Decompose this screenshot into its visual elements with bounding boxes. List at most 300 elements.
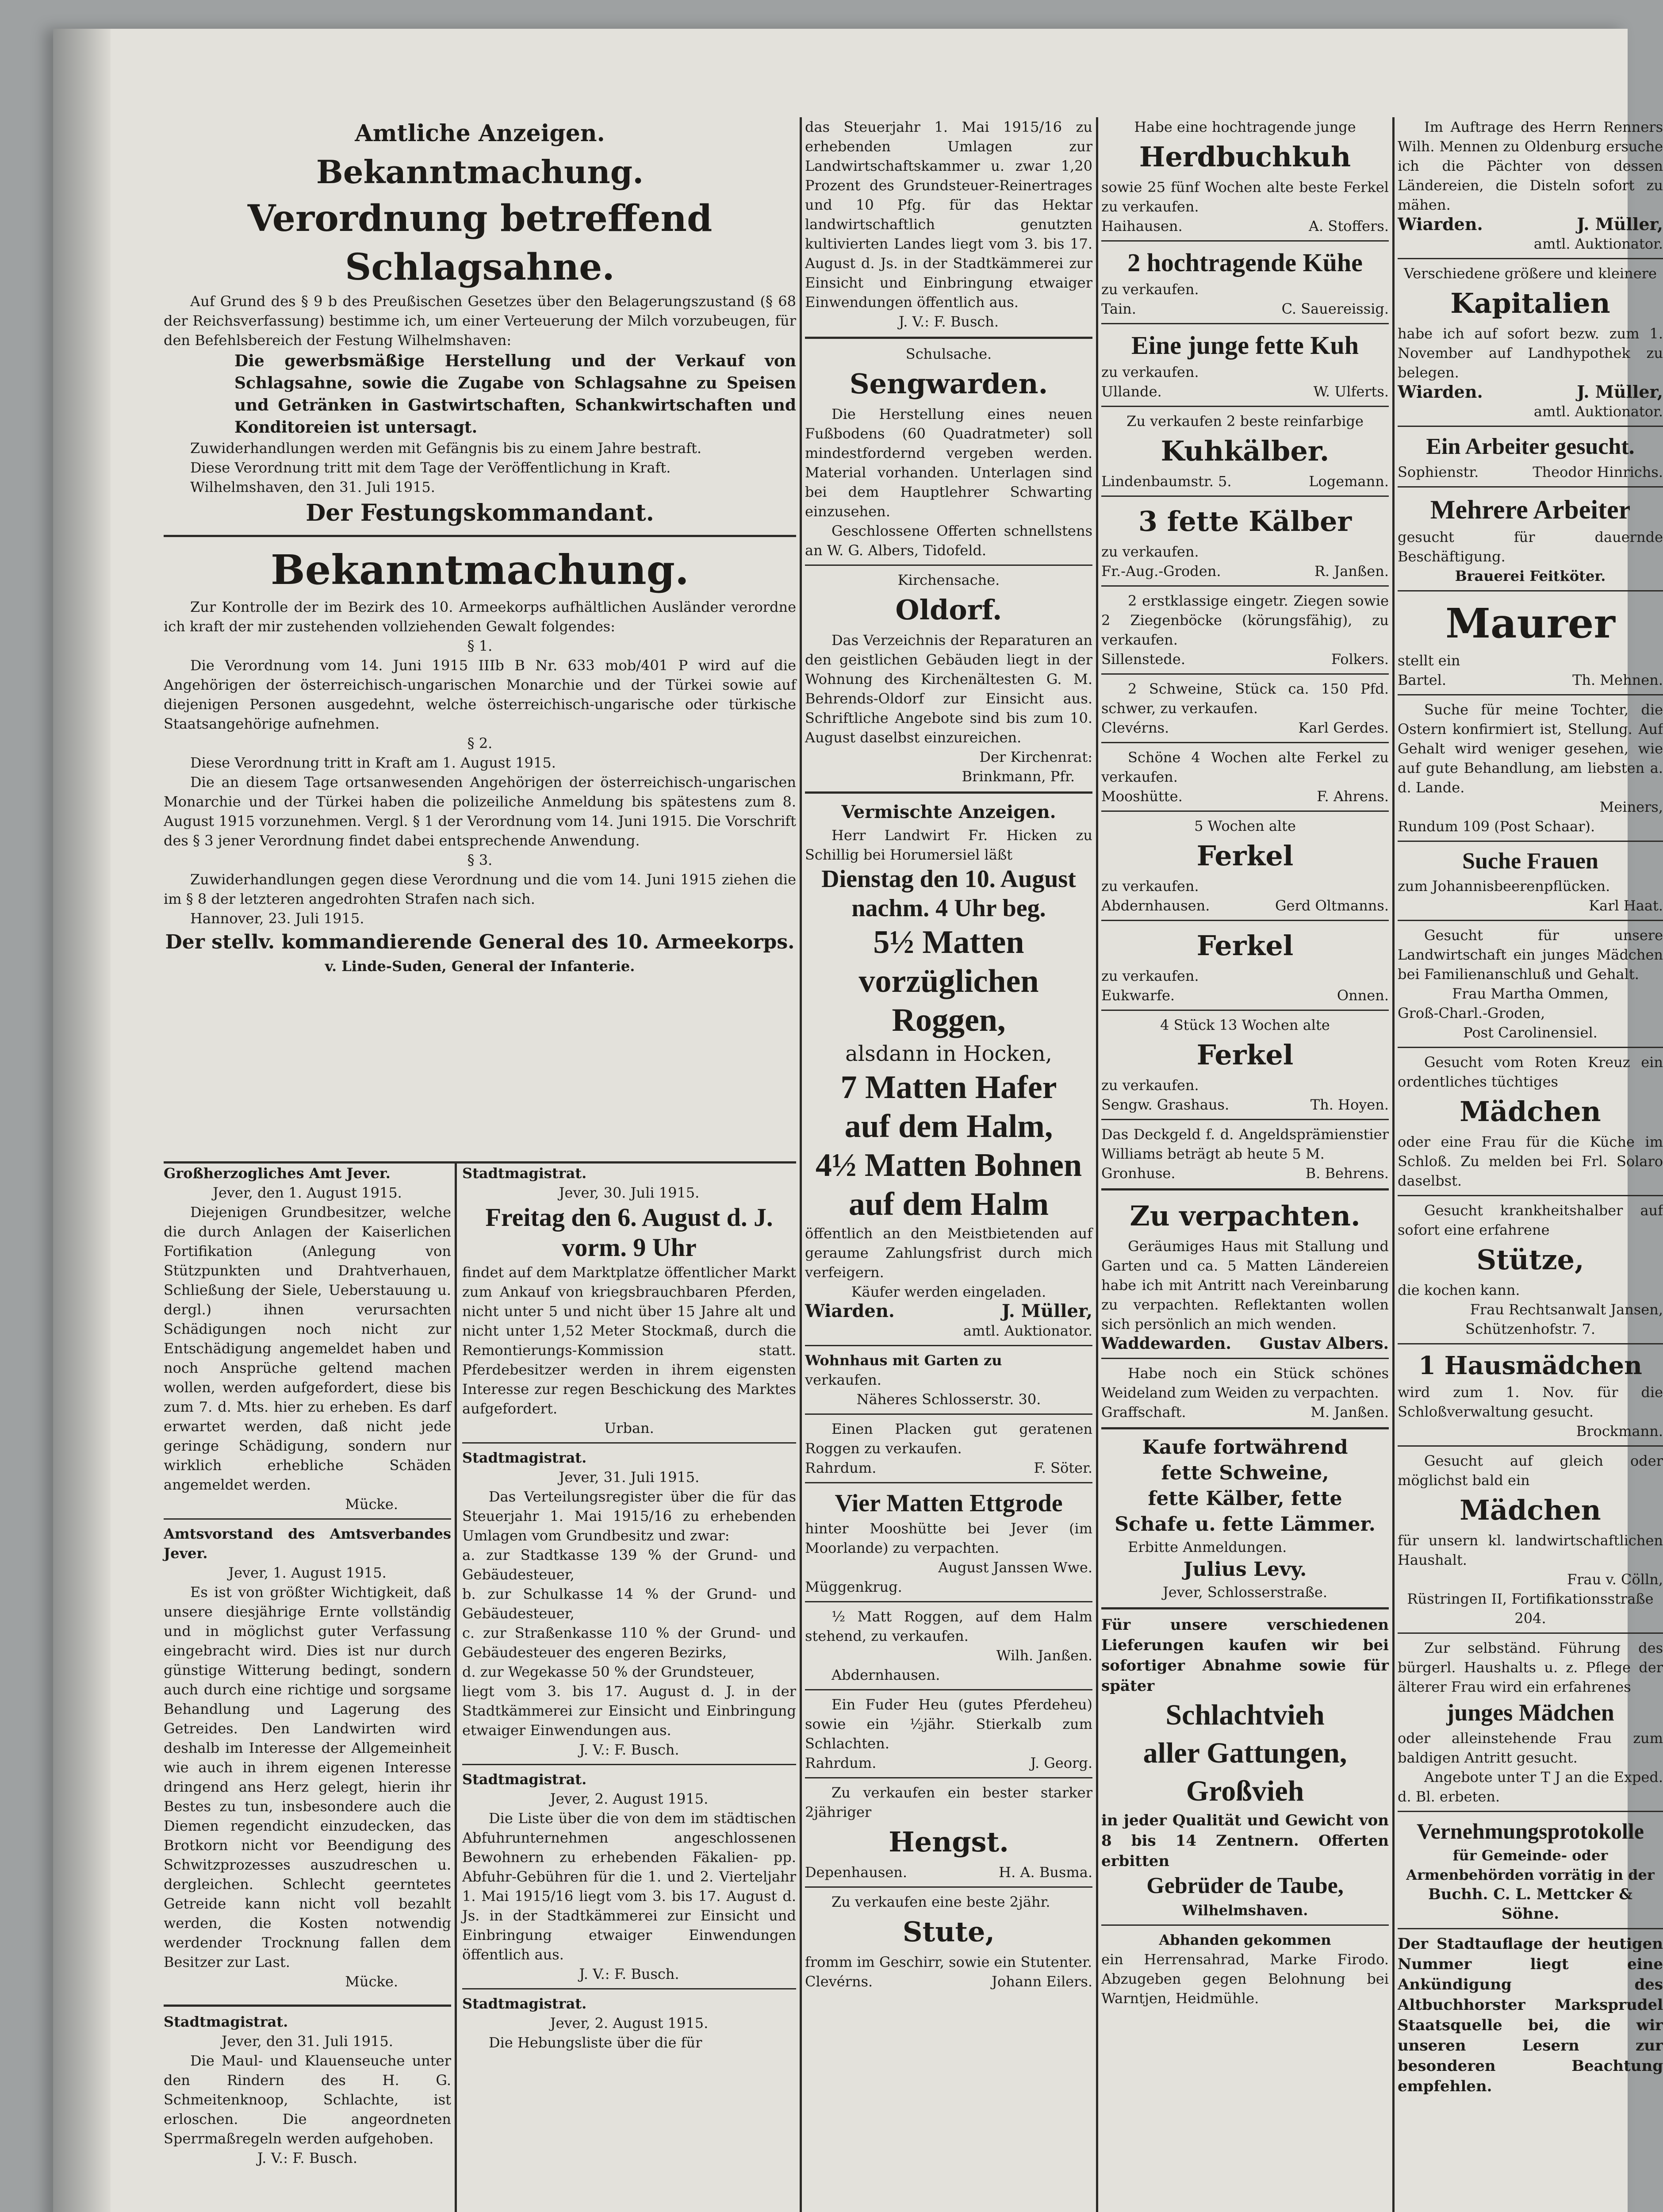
ad-signature — [1398, 382, 1663, 402]
notice-text: Die Herstellung eines neuen Fußbodens (60 Quadratmeter) soll mindestfordernd vergeben werden. Material vorhanden. Unterlagen sind bei dem Hauptlehrer Schwarting einzusehen. — [805, 406, 1092, 520]
newspaper-page — [53, 29, 1663, 2212]
ad-text: Erbitte Anmeldungen. — [1128, 1539, 1287, 1555]
notice-label: Kirchensache. — [897, 572, 1000, 588]
ad-name: B. Behrens. — [1305, 1165, 1389, 1182]
rule — [805, 791, 1092, 794]
ad-title: Ein Arbeiter gesucht. — [1426, 434, 1635, 459]
rule — [805, 1689, 1092, 1690]
rule — [1398, 694, 1663, 695]
rule — [462, 1442, 796, 1444]
ad-name: J. Müller, — [1577, 214, 1663, 234]
rule — [805, 1482, 1092, 1483]
notice-title: Bekanntmachung. — [271, 546, 689, 594]
ad-title: 1 Hausmädchen — [1418, 1351, 1642, 1380]
ad-text: Gesucht für unsere Landwirtschaft ein junges Mädchen bei Familienanschluß und Gehalt. — [1398, 927, 1663, 983]
notice-text: findet auf dem Marktplatze öffentlicher Markt zum Ankauf von kriegsbrauchbaren Pferden, nicht unter 5 und nicht über 15 Jahre alt und nicht unter 1,52 Meter Stockmaß, durch die Remontierungs-Kommission statt. Pferdebesitzer werden in ihrem eigensten Interesse zur regen Beschickung des Marktes aufgefordert. — [462, 1264, 796, 1417]
ad-name: Karl Gerdes. — [1298, 719, 1389, 736]
ad-text: zu verkaufen. — [1101, 878, 1199, 895]
ad-name: Th. Mehnen. — [1572, 672, 1663, 688]
ad-title: Mädchen — [1460, 1095, 1601, 1128]
ad-title: Suche Frauen — [1462, 849, 1598, 874]
ad-signature — [805, 1972, 1092, 1991]
rule — [1101, 742, 1389, 743]
paragraph-mark: § 3. — [467, 852, 493, 868]
ad-title: Mehrere Arbeiter — [1430, 495, 1631, 524]
ad-signature — [1101, 561, 1389, 581]
notice-text: Das Verzeichnis der Reparaturen an den geistlichen Gebäuden liegt in der Wohnung des Kirchenältesten G. M. Behrends-Oldorf zur Einsicht aus. Schriftliche Angebote sind bis zum 10. August daselbst einzureichen. — [805, 632, 1092, 746]
ad-text: zu verkaufen. — [1101, 1077, 1199, 1094]
ad-text: Käufer werden eingeladen. — [851, 1283, 1046, 1300]
ad-place: Depenhausen. — [805, 1864, 908, 1881]
ad-text: Ein Fuder Heu (gutes Pferdeheu) sowie ein ½jähr. Stierkalb zum Schlachten. — [805, 1696, 1092, 1752]
ad-signature: Brauerei Feitköter. — [1455, 568, 1606, 584]
ad-text: sowie 25 fünf Wochen alte beste Ferkel zu verkaufen. — [1101, 179, 1389, 215]
ad-text: die kochen kann. — [1398, 1282, 1520, 1298]
rule — [164, 1518, 451, 1520]
notice-text: Zuwiderhandlungen gegen diese Verordnung und die vom 14. Juni 1915 ziehen die im § 8 der letzteren angedrohten Strafen nach sich. — [164, 871, 796, 907]
ad-text: gesucht für dauernde Beschäftigung. — [1398, 529, 1663, 565]
ad-name: J. Müller, — [1002, 1301, 1092, 1321]
notice-signature: J. V.: F. Busch. — [898, 313, 999, 330]
notice-title: Sengwarden. — [849, 368, 1048, 400]
ad-place: Haihausen. — [1101, 218, 1183, 234]
ad-place: Waddewarden. — [1101, 1334, 1231, 1353]
ad-place: Eukwarfe. — [1101, 987, 1175, 1004]
rule — [1398, 1343, 1663, 1344]
ad-item: Großvieh — [1186, 1775, 1304, 1807]
ad-place: Müggenkrug. — [805, 1578, 902, 1595]
ad-text: Zu verkaufen 2 beste reinfarbige — [1127, 413, 1364, 430]
rule — [1101, 495, 1389, 497]
ad-place: Lindenbaumstr. 5. — [1101, 473, 1232, 490]
ad-title: Ferkel — [1196, 929, 1294, 962]
page-gutter — [53, 29, 111, 2212]
ad-signature — [1101, 1095, 1389, 1114]
ad-signature: Frau Rechtsanwalt Jansen, — [1470, 1301, 1663, 1318]
list-item: a. zur Stadtkasse 139 % der Grund- und Gebäudesteuer, — [462, 1547, 796, 1583]
ad-place: Clevérns. — [1101, 719, 1169, 736]
notice-date: Jever, 2. August 1915. — [550, 2015, 709, 2032]
ad-text: habe ich auf sofort bezw. zum 1. November auf Landhypothek zu belegen. — [1398, 325, 1663, 381]
ad-item: auf dem Halm, — [844, 1108, 1053, 1144]
rule — [1398, 1445, 1663, 1447]
ad-title: Hengst. — [889, 1826, 1009, 1858]
ad-signature: Schützenhofstr. 7. — [1465, 1321, 1595, 1337]
notice-text: Es ist von größter Wichtigkeit, daß unsere diesjährige Ernte vollständig und in möglichst guter Verfassung eingebracht wird. Dies ist nur durch günstige Witterung bedingt, sondern auch durch eine richtige und sorgsame Behandlung und Lagerung des Getreides. Den Landwirten wird deshalb im Interesse der Allgemeinheit wie auch in ihrem eigenen Interesse dringend ans Herz gelegt, hierin ihr Bestes zu tun, insbesondere auch die Diemen regendicht einzudecken, das Brotkorn nicht vor Beendigung des Schwitzprozesses auszudreschen u. dergleichen. Schlecht geerntetes Getreide kann nicht voll bezahlt werden, die Kosten notwendig werdender Trocknung fallen dem Besitzer zur Last. — [164, 1584, 451, 1970]
notice-title: Stadtmagistrat. — [462, 1995, 587, 2012]
ad-text: 5 Wochen alte — [1194, 818, 1296, 834]
ad-signature: Rüstringen II, Fortifikationsstraße 204. — [1407, 1590, 1654, 1627]
ad-signature — [1398, 215, 1663, 234]
notice-date: Jever, den 1. August 1915. — [213, 1184, 402, 1201]
notice-text: Die Verordnung vom 14. Juni 1915 IIIb B Nr. 633 mob/401 P wird auf die Angehörigen der österreichisch-ungarischen Monarchie und der Türkei sowie auf diejenigen Personen ausgedehnt, welche österreichisch-ungarische oder türkische Staatsangehörige aufnehmen. — [164, 657, 796, 732]
rule — [1398, 486, 1663, 488]
notice-date: Jever, 30. Juli 1915. — [559, 1184, 700, 1201]
notice-text: Die an diesem Tage ortsanwesenden Angehörigen der österreichisch-ungarischen Monarchie und der Türkei haben die polizeiliche Anmeldung bis spätestens zum 8. August 1915 vorzunehmen. Vergl. § 1 der Verordnung vom 14. Juni 1915. Die Vorschrift des § 3 jener Verordnung findet dabei entsprechende Anwendung. — [164, 774, 796, 849]
rule — [1398, 1632, 1663, 1634]
rule — [1101, 323, 1389, 324]
notice-title: Stadtmagistrat. — [462, 1449, 587, 1466]
ad-place: Bartel. — [1398, 672, 1447, 688]
ad-name: F. Ahrens. — [1317, 788, 1389, 805]
ad-name: Logemann. — [1309, 473, 1389, 490]
notice-text: Die Maul- und Klauenseuche unter den Rindern des H. G. Schmeitenknoop, Schlachte, ist erloschen. Die angeordneten Sperrmaßregeln werden aufgehoben. — [164, 2052, 451, 2147]
notice-signature: v. Linde-Suden, General der Infanterie. — [325, 958, 635, 975]
rule — [1101, 1924, 1389, 1926]
ad-name: Onnen. — [1337, 987, 1389, 1004]
ad-name: A. Stoffers. — [1308, 218, 1389, 234]
ad-name: Johann Eilers. — [992, 1973, 1092, 1990]
rule — [1101, 240, 1389, 242]
ad-place: Abdernhausen. — [1101, 897, 1210, 914]
rule — [1101, 1188, 1389, 1190]
paragraph-mark: § 2. — [467, 735, 493, 752]
notice-signature: Mücke. — [345, 1496, 398, 1513]
ad-name: J. Georg. — [1030, 1755, 1092, 1771]
ad-signature — [1101, 1164, 1389, 1183]
ad-signature — [1101, 472, 1389, 491]
ad-text: wird zum 1. Nov. für die Schloßverwaltung gesucht. — [1398, 1384, 1663, 1420]
ad-place: Tain. — [1101, 300, 1136, 317]
ad-signature: Julius Levy. — [1183, 1558, 1307, 1581]
ad-text: Habe eine hochtragende junge — [1134, 119, 1356, 135]
ad-text: zum Johannisbeerenpflücken. — [1398, 878, 1610, 895]
notice-signature: Mücke. — [345, 1973, 398, 1990]
notice-title: Bekanntmachung. — [316, 153, 644, 191]
rule — [1398, 426, 1663, 427]
ad-place: Ullande. — [1101, 383, 1162, 400]
notice-text: Diejenigen Grundbesitzer, welche die durch Anlagen der Kaiserlichen Fortifikation (Anlegung von Stützpunkten und Drahtverhauen, Schließung der Siele, Ueberstauung u. dergl.) ihnen verursachten Schädigungen noch nicht zur Entschädigung angemeldet haben und noch Ansprüche geltend machen wollen, werden aufgefordert, diese bis zum 7. d. Mts. hier zu erheben. Es darf erwartet werden, daß nicht jede geringe Schädigung, sondern nur wirklich erhebliche Schäden angemeldet werden. — [164, 1204, 451, 1493]
ad-text: Einen Placken gut geratenen Roggen zu verkaufen. — [805, 1421, 1092, 1457]
ad-text: Zu verkaufen ein bester starker 2jähriger — [805, 1784, 1092, 1820]
notice-date: Jever, 1. August 1915. — [228, 1564, 387, 1581]
notice-signature: Urban. — [604, 1420, 654, 1436]
notice-signature: Der stellv. kommandierende General des 10. Armeekorps. — [165, 931, 795, 953]
ad-text: Verschiedene größere und kleinere — [1404, 265, 1657, 282]
ad-title: Maurer — [1445, 599, 1615, 647]
notice-date: Jever, 2. August 1915. — [550, 1790, 709, 1807]
rule — [1101, 1010, 1389, 1011]
ad-place: Wilhelmshaven. — [1182, 1902, 1308, 1919]
ad-signature: amtl. Auktionator. — [1533, 235, 1663, 252]
list-item: b. zur Schulkasse 14 % der Grund- und Gebäudesteuer, — [462, 1586, 796, 1622]
ad-signature: Rundum 109 (Post Schaar). — [1398, 818, 1595, 835]
ad-signature: Wilh. Janßen. — [996, 1647, 1092, 1664]
ad-title: Abhanden gekommen — [1159, 1932, 1331, 1948]
ad-place: Gronhuse. — [1101, 1165, 1176, 1182]
ad-name: Gustav Albers. — [1259, 1334, 1389, 1353]
column-amt-jever — [164, 1164, 451, 2212]
ad-text: zu verkaufen. — [1101, 281, 1199, 298]
ad-name: C. Sauereissig. — [1281, 300, 1389, 317]
notice-text: Diese Verordnung tritt mit dem Tage der Veröffentlichung in Kraft. — [190, 459, 671, 476]
ad-signature: Buchh. C. L. Mettcker & Söhne. — [1428, 1886, 1632, 1923]
ad-title: Ferkel — [1196, 840, 1294, 872]
ad-title: Zu verpachten. — [1130, 1200, 1360, 1232]
ad-name: W. Ulferts. — [1313, 383, 1389, 400]
column-rule — [1096, 117, 1098, 2212]
ad-signature — [1101, 216, 1389, 236]
ad-text: verkaufen. — [805, 1371, 881, 1388]
ad-name: H. A. Busma. — [999, 1864, 1092, 1881]
ad-title: Vier Matten Ettgrode — [835, 1490, 1063, 1517]
column-rule — [800, 117, 802, 2212]
rule — [805, 1886, 1092, 1888]
notice-text: Zur Kontrolle der im Bezirk des 10. Armeekorps aufhältlichen Ausländer verordne ich kraft der mir zustehenden vollziehenden Gewalt folgendes: — [164, 599, 796, 635]
ad-text: zu verkaufen. — [1101, 968, 1199, 984]
rule — [1398, 841, 1663, 842]
ad-text: in jeder Qualität und Gewicht von 8 bis 14 Zentnern. Offerten erbitten — [1101, 1812, 1389, 1870]
ad-item: 7 Matten Hafer — [840, 1069, 1057, 1106]
ad-text: Gesucht krankheitshalber auf sofort eine erfahrene — [1398, 1202, 1663, 1238]
rule — [1398, 258, 1663, 259]
ad-signature: Frau v. Cölln, — [1567, 1571, 1663, 1588]
column-3 — [1101, 117, 1389, 2212]
ad-signature — [1101, 299, 1389, 319]
ad-text: fromm im Geschirr, sowie ein Stutenter. — [805, 1954, 1092, 1970]
ad-title: junges Mädchen — [1446, 1699, 1614, 1726]
ad-place: Rahrdum. — [805, 1459, 877, 1476]
ad-place: Graffschaft. — [1101, 1404, 1186, 1421]
ad-text: Gesucht vom Roten Kreuz ein ordentliches tüchtiges — [1398, 1054, 1663, 1090]
ad-signature: August Janssen Wwe. — [938, 1559, 1092, 1576]
notice-signature: Brinkmann, Pfr. — [962, 768, 1075, 785]
rule — [1101, 1427, 1389, 1429]
ad-signature — [805, 1458, 1092, 1478]
notice-signature: J. V.: F. Busch. — [257, 2150, 358, 2166]
column-2 — [805, 117, 1092, 2212]
ad-signature — [1398, 670, 1663, 690]
notice-text: Geschlossene Offerten schnellstens an W. G. Albers, Tidofeld. — [805, 522, 1092, 559]
ad-place: Abdernhausen. — [832, 1667, 940, 1683]
ad-signature — [805, 1753, 1092, 1773]
rule — [805, 1413, 1092, 1415]
rule — [1101, 673, 1389, 675]
ad-signature: Gebrüder de Taube, — [1146, 1873, 1344, 1898]
ad-text: Das Deckgeld f. d. Angeldsprämienstier Williams beträgt ab heute 5 M. — [1101, 1126, 1389, 1162]
ad-title: Vernehmungsprotokolle — [1417, 1819, 1644, 1843]
notice-text: Zuwiderhandlungen werden mit Gefängnis bis zu einem Jahre bestraft. — [190, 440, 702, 457]
ad-text: ½ Matt Roggen, auf dem Halm stehend, zu verkaufen. — [805, 1608, 1092, 1644]
notice-label: Schulsache. — [905, 346, 992, 362]
rule — [805, 337, 1092, 339]
ad-item: 5½ Matten vorzüglichen Roggen, — [858, 924, 1039, 1038]
rule — [1398, 1811, 1663, 1812]
ad-signature — [1101, 1402, 1389, 1422]
ad-place: Mooshütte. — [1101, 788, 1183, 805]
ad-text: Näheres Schlosserstr. 30. — [856, 1391, 1041, 1408]
ad-signature — [805, 1863, 1092, 1882]
ad-name: Th. Hoyen. — [1310, 1096, 1389, 1113]
ad-text: oder alleinstehende Frau zum baldigen Antritt gesucht. — [1398, 1730, 1663, 1766]
rule — [164, 535, 796, 537]
ad-signature — [1101, 787, 1389, 806]
ad-signature: Brockmann. — [1576, 1423, 1663, 1440]
ad-text: Geräumiges Haus mit Stallung und Garten und ca. 5 Matten Ländereien habe ich mit Antritt nach Vereinbarung zu verpachten. Reflektanten wollen sich persönlich an mich wenden. — [1101, 1238, 1389, 1333]
notice-signature: Der Kirchenrat: — [979, 749, 1092, 765]
rule — [1398, 1047, 1663, 1048]
notice-date: Jever, den 31. Juli 1915. — [222, 2033, 393, 2050]
notice-title: Amtsvorstand des Amtsverbandes Jever. — [164, 1525, 451, 1562]
ad-text: 2 erstklassige eingetr. Ziegen sowie 2 Ziegenböcke (körungsfähig), zu verkaufen. — [1101, 592, 1389, 648]
ad-name: R. Janßen. — [1314, 563, 1389, 580]
ad-text: Der Stadtauflage der heutigen Nummer liegt eine Ankündigung des Altbuchhorster Marksprudel Staatsquelle bei, die wir unseren Lesern zur besonderen Beachtung empfehlen. — [1398, 1935, 1663, 2095]
notice-text: Die Hebungsliste über die für — [489, 2034, 702, 2051]
rule — [1398, 920, 1663, 921]
ad-title: Kapitalien — [1450, 287, 1610, 319]
ad-text: Suche für meine Tochter, die Ostern konfirmiert ist, Stellung. Auf Gehalt wird weniger gesehen, wie auf gute Behandlung, am liebsten a. d. Lande. — [1398, 701, 1663, 796]
ad-signature: Groß-Charl.-Groden, — [1398, 1005, 1545, 1022]
notice-text: Die Liste über die von dem im städtischen Abfuhrunternehmen angeschlossenen Bewohnern zu erhebenden Fäkalien- pp. Abfuhr-Gebühren für die 1. und 2. Vierteljahr 1. Mai 1915/16 liegt vom 3. bis 17. August d. Js. in der Stadtkämmerei zur Einsicht und Einbringung etwaiger Einwendungen öffentlich aus. — [462, 1810, 796, 1963]
column-official-notices — [164, 117, 796, 1152]
ad-signature: amtl. Auktionator. — [963, 1322, 1092, 1339]
rule — [1101, 406, 1389, 407]
ad-signature — [1101, 896, 1389, 915]
rule — [1101, 1358, 1389, 1359]
ad-item: auf dem Halm — [848, 1186, 1049, 1222]
notice-title: Stadtmagistrat. — [164, 2013, 288, 2030]
ad-text: ein Herrensahrad, Marke Firodo. Abzugeben gegen Belohnung bei Warntjen, Heidmühle. — [1101, 1951, 1389, 2007]
rule — [1398, 1928, 1663, 1929]
rule — [462, 1988, 796, 1989]
ad-text: öffentlich an den Meistbietenden auf geraume Zahlungsfrist durch mich verfeigern. — [805, 1225, 1092, 1281]
rule — [462, 1764, 796, 1765]
ad-name: M. Janßen. — [1310, 1404, 1389, 1421]
rule — [1101, 920, 1389, 921]
section-heading: Vermischte Anzeigen. — [841, 802, 1056, 822]
ad-place: Wiarden. — [1398, 214, 1483, 234]
ad-text: Gesucht auf gleich oder möglichst bald ein — [1398, 1452, 1663, 1489]
ad-signature — [805, 1302, 1092, 1321]
list-item: c. zur Straßenkasse 110 % der Grund- und Gebäudesteuer des engeren Bezirks, — [462, 1624, 796, 1661]
rule — [805, 1777, 1092, 1778]
ad-text: Für unsere verschiedenen Lieferungen kaufen wir bei sofortiger Abnahme sowie für später — [1101, 1616, 1389, 1695]
rule — [1398, 590, 1663, 591]
ad-text: Habe noch ein Stück schönes Weideland zum Weiden zu verpachten. — [1101, 1365, 1389, 1401]
ad-place: Sengw. Grashaus. — [1101, 1096, 1230, 1113]
ad-title: Eine junge fette Kuh — [1131, 331, 1359, 360]
paragraph-mark: § 1. — [467, 637, 493, 654]
notice-text: Diese Verordnung tritt in Kraft am 1. August 1915. — [190, 754, 556, 771]
ad-item: fette Schweine, — [1161, 1462, 1329, 1484]
ad-signature: amtl. Auktionator. — [1533, 403, 1663, 420]
ad-name: Theodor Hinrichs. — [1533, 464, 1663, 480]
ad-place: Jever, Schlosserstraße. — [1162, 1584, 1328, 1601]
ad-title: Stütze, — [1476, 1244, 1584, 1276]
ad-text: Angebote unter T J an die Exped. d. Bl. erbeten. — [1398, 1769, 1663, 1805]
ad-place: Wiarden. — [805, 1301, 895, 1321]
ad-title: 3 fette Kälber — [1138, 505, 1352, 538]
ad-text: für Gemeinde- oder Armenbehörden vorrätig in der — [1406, 1847, 1655, 1883]
ad-place: Wiarden. — [1398, 382, 1483, 402]
notice-subtitle: Verordnung betreffend Schlagsahne. — [247, 197, 713, 288]
notice-highlight: Freitag den 6. August d. J. vorm. 9 Uhr — [485, 1203, 773, 1262]
rule — [805, 565, 1092, 566]
ad-title: Stute, — [902, 1916, 995, 1948]
rule — [805, 1601, 1092, 1602]
ad-date: Dienstag den 10. August nachm. 4 Uhr beg. — [821, 865, 1076, 922]
notice-title: Stadtmagistrat. — [462, 1771, 587, 1788]
notice-signature: Der Festungskommandant. — [306, 499, 654, 526]
column-rule — [455, 1161, 457, 2212]
ad-title: Herdbuchkuh — [1139, 141, 1351, 173]
rule — [1101, 810, 1389, 812]
notice-text: Auf Grund des § 9 b des Preußischen Gesetzes über den Belagerungszustand (§ 68 der Reichsverfassung) bestimme ich, um einer Verteuerung der Milch vorzubeugen, für den Befehlsbereich der Festung Wilhelmshaven: — [164, 293, 796, 349]
list-item: d. zur Wegekasse 50 % der Grundsteuer, — [462, 1663, 755, 1680]
notice-decree: Die gewerbsmäßige Herstellung und der Verkauf von Schlagsahne, sowie die Zugabe von Schlagsahne zu Speisen und Getränken in Gastwirtschaften, Schankwirtschaften und Konditoreien ist untersagt. — [234, 352, 796, 437]
column-stadtmagistrat — [462, 1164, 796, 2212]
ad-text: Schöne 4 Wochen alte Ferkel zu verkaufen. — [1101, 749, 1389, 785]
ad-title: Wohnhaus mit Garten zu — [805, 1352, 1002, 1369]
ad-place: Rahrdum. — [805, 1755, 877, 1771]
notice-title: Oldorf. — [895, 594, 1002, 626]
notice-title: Großherzogliches Amt Jever. — [164, 1165, 391, 1182]
notice-title: Stadtmagistrat. — [462, 1165, 587, 1182]
ad-item: Kaufe fortwährend — [1142, 1436, 1348, 1459]
notice-text: das Steuerjahr 1. Mai 1915/16 zu erhebenden Umlagen zur Landwirtschaftskammer u. zwar 1,20 Prozent des Grundsteuer-Reinertrages und 10 Pfg. für das Hektar landwirtschaftlich genutzten kultivierten Landes liegt vom 3. bis 17. August d. Js. in der Stadtkämmerei zur Einsicht und Einbringung etwaiger Einwendungen öffentlich aus. — [805, 119, 1092, 311]
rule — [1398, 1195, 1663, 1196]
notice-text: liegt vom 3. bis 17. August d. J. in der Stadtkämmerei zur Einsicht und Einbringung etwaiger Einwendungen aus. — [462, 1683, 796, 1739]
ad-item: aller Gattungen, — [1143, 1737, 1347, 1769]
rule — [1101, 585, 1389, 587]
ad-item: Schlachtvieh — [1165, 1699, 1325, 1731]
ad-text: Herr Landwirt Fr. Hicken zu Schillig bei Horumersiel läßt — [805, 827, 1092, 863]
rule — [1101, 1119, 1389, 1120]
ad-text: stellt ein — [1398, 652, 1460, 669]
column-4 — [1398, 117, 1663, 2212]
ad-signature: Karl Haat. — [1589, 897, 1663, 914]
ad-text: 4 Stück 13 Wochen alte — [1160, 1017, 1330, 1033]
ad-text: für unsern kl. landwirtschaftlichen Haushalt. — [1398, 1532, 1663, 1568]
notice-signature: J. V.: F. Busch. — [579, 1966, 679, 1982]
ad-name: J. Müller, — [1577, 382, 1663, 402]
ad-item: alsdann in Hocken, — [845, 1041, 1052, 1066]
notice-text: Das Verteilungsregister über die für das Steuerjahr 1. Mai 1915/16 zu erhebenden Umlagen vom Grundbesitz und zwar: — [462, 1488, 796, 1544]
ad-text: Im Auftrage des Herrn Renners Wilh. Mennen zu Oldenburg ersuche ich die Pächter von dessen Ländereien, die Disteln sofort zu mähen. — [1398, 119, 1663, 213]
ad-text: Zur selbständ. Führung des bürgerl. Haushalts u. z. Pflege der älterer Frau wird ein erfahrenes — [1398, 1640, 1663, 1695]
ad-text: oder eine Frau für die Küche im Schloß. Zu melden bei Frl. Solaro daselbst. — [1398, 1133, 1663, 1189]
ad-signature — [1101, 1334, 1389, 1353]
ad-signature: Meiners, — [1599, 799, 1663, 815]
ad-signature — [1101, 382, 1389, 401]
ad-title: 2 hochtragende Kühe — [1127, 248, 1363, 277]
ad-signature — [1398, 462, 1663, 482]
rule — [164, 2005, 451, 2007]
ad-place: Fr.-Aug.-Groden. — [1101, 563, 1221, 580]
notice-signature: J. V.: F. Busch. — [579, 1741, 679, 1758]
ad-text: 2 Schweine, Stück ca. 150 Pfd. schwer, zu verkaufen. — [1101, 680, 1389, 717]
ad-name: Gerd Oltmanns. — [1275, 897, 1389, 914]
ad-signature: Frau Martha Ommen, — [1452, 985, 1609, 1002]
ad-title: Ferkel — [1196, 1039, 1294, 1071]
ad-item: fette Kälber, fette — [1148, 1487, 1342, 1510]
column-rule — [1392, 117, 1395, 2212]
notice-date: Jever, 31. Juli 1915. — [559, 1469, 700, 1486]
ad-signature — [1101, 649, 1389, 669]
rule — [805, 1345, 1092, 1346]
ad-signature: Post Carolinensiel. — [1463, 1024, 1598, 1041]
section-heading: Amtliche Anzeigen. — [355, 120, 605, 147]
ad-title: Mädchen — [1460, 1494, 1601, 1526]
ad-title: Kuhkälber. — [1161, 435, 1330, 467]
ad-signature — [1101, 986, 1389, 1005]
ad-text: hinter Mooshütte bei Jever (im Moorlande) zu verpachten. — [805, 1520, 1092, 1556]
ad-signature — [1101, 718, 1389, 737]
rule — [1101, 1607, 1389, 1609]
ad-place: Sillenstede. — [1101, 651, 1185, 668]
ad-text: Zu verkaufen eine beste 2jähr. — [832, 1893, 1050, 1910]
notice-date: Hannover, 23. Juli 1915. — [190, 910, 364, 927]
